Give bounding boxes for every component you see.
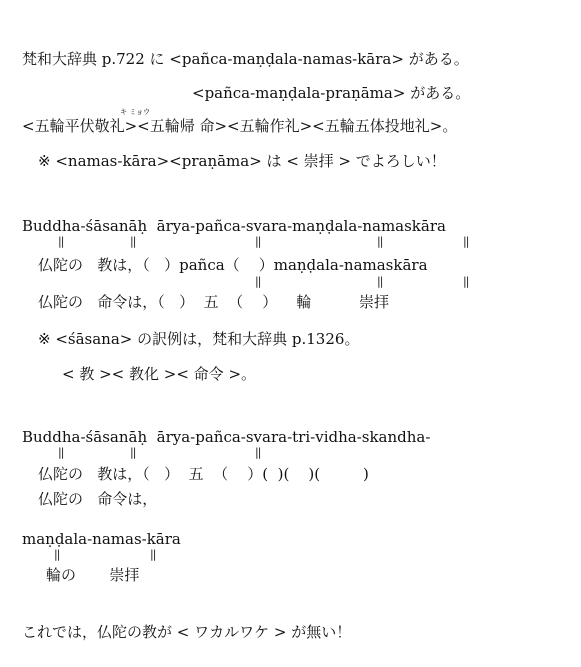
block2-sanskrit: Buddha-śāsanāḥ ārya-pañca-svara-tri-vidha-skandha- [22,428,431,446]
equals-mark: || [130,235,136,248]
equals-mark: || [463,275,469,288]
intro-line-1: 梵和大辞典 p.722 に <pañca-maṇḍala-namas-kāra> がある。 [22,50,469,68]
block2-gloss-3: 輪の 崇拝 [46,566,140,584]
block2-gloss-1: 仏陀の 教は，（ ） 五 （ ）( )( )( ) [38,465,369,483]
block2-gloss-2: 仏陀の 命令は， [38,490,158,508]
block1-gloss-2: 仏陀の 命令は，（ ） 五 （ ） 輪 崇拝 [38,293,390,311]
equals-mark: || [377,235,383,248]
closing-remark: これでは，仏陀の教が < ワカルワケ > が無い！ [22,623,352,641]
equals-mark: || [255,275,261,288]
equals-mark: || [130,446,136,459]
equals-mark: || [463,235,469,248]
block2-sanskrit-2: maṇḍala-namas-kāra [22,530,181,548]
ruby-kimyou: キ ミョウ [120,108,151,116]
block1-gloss-1: 仏陀の 教は，（ ）pañca（ ）maṇḍala-namaskāra [38,256,428,274]
block1-sanskrit: Buddha-śāsanāḥ ārya-pañca-svara-maṇḍala-namaskāra [22,217,446,235]
intro-line-2: <pañca-maṇḍala-praṇāma> がある。 [192,84,471,102]
equals-mark: || [58,446,64,459]
block1-note: ※ <śāsana> の訳例は，梵和大辞典 p.1326。 [38,330,360,348]
equals-mark: || [150,548,156,561]
equals-mark: || [255,235,261,248]
intro-note: ※ <namas-kāra><praṇāma> は < 崇拝 > でよろしい！ [38,152,446,170]
equals-mark: || [377,275,383,288]
intro-line-3: <五輪平伏敬礼><五輪帰 命><五輪作礼><五輪五体投地礼>。 [22,117,458,135]
block1-examples: < 教 >< 教化 >< 命令 >。 [62,365,257,383]
equals-mark: || [54,548,60,561]
equals-mark: || [255,446,261,459]
equals-mark: || [58,235,64,248]
